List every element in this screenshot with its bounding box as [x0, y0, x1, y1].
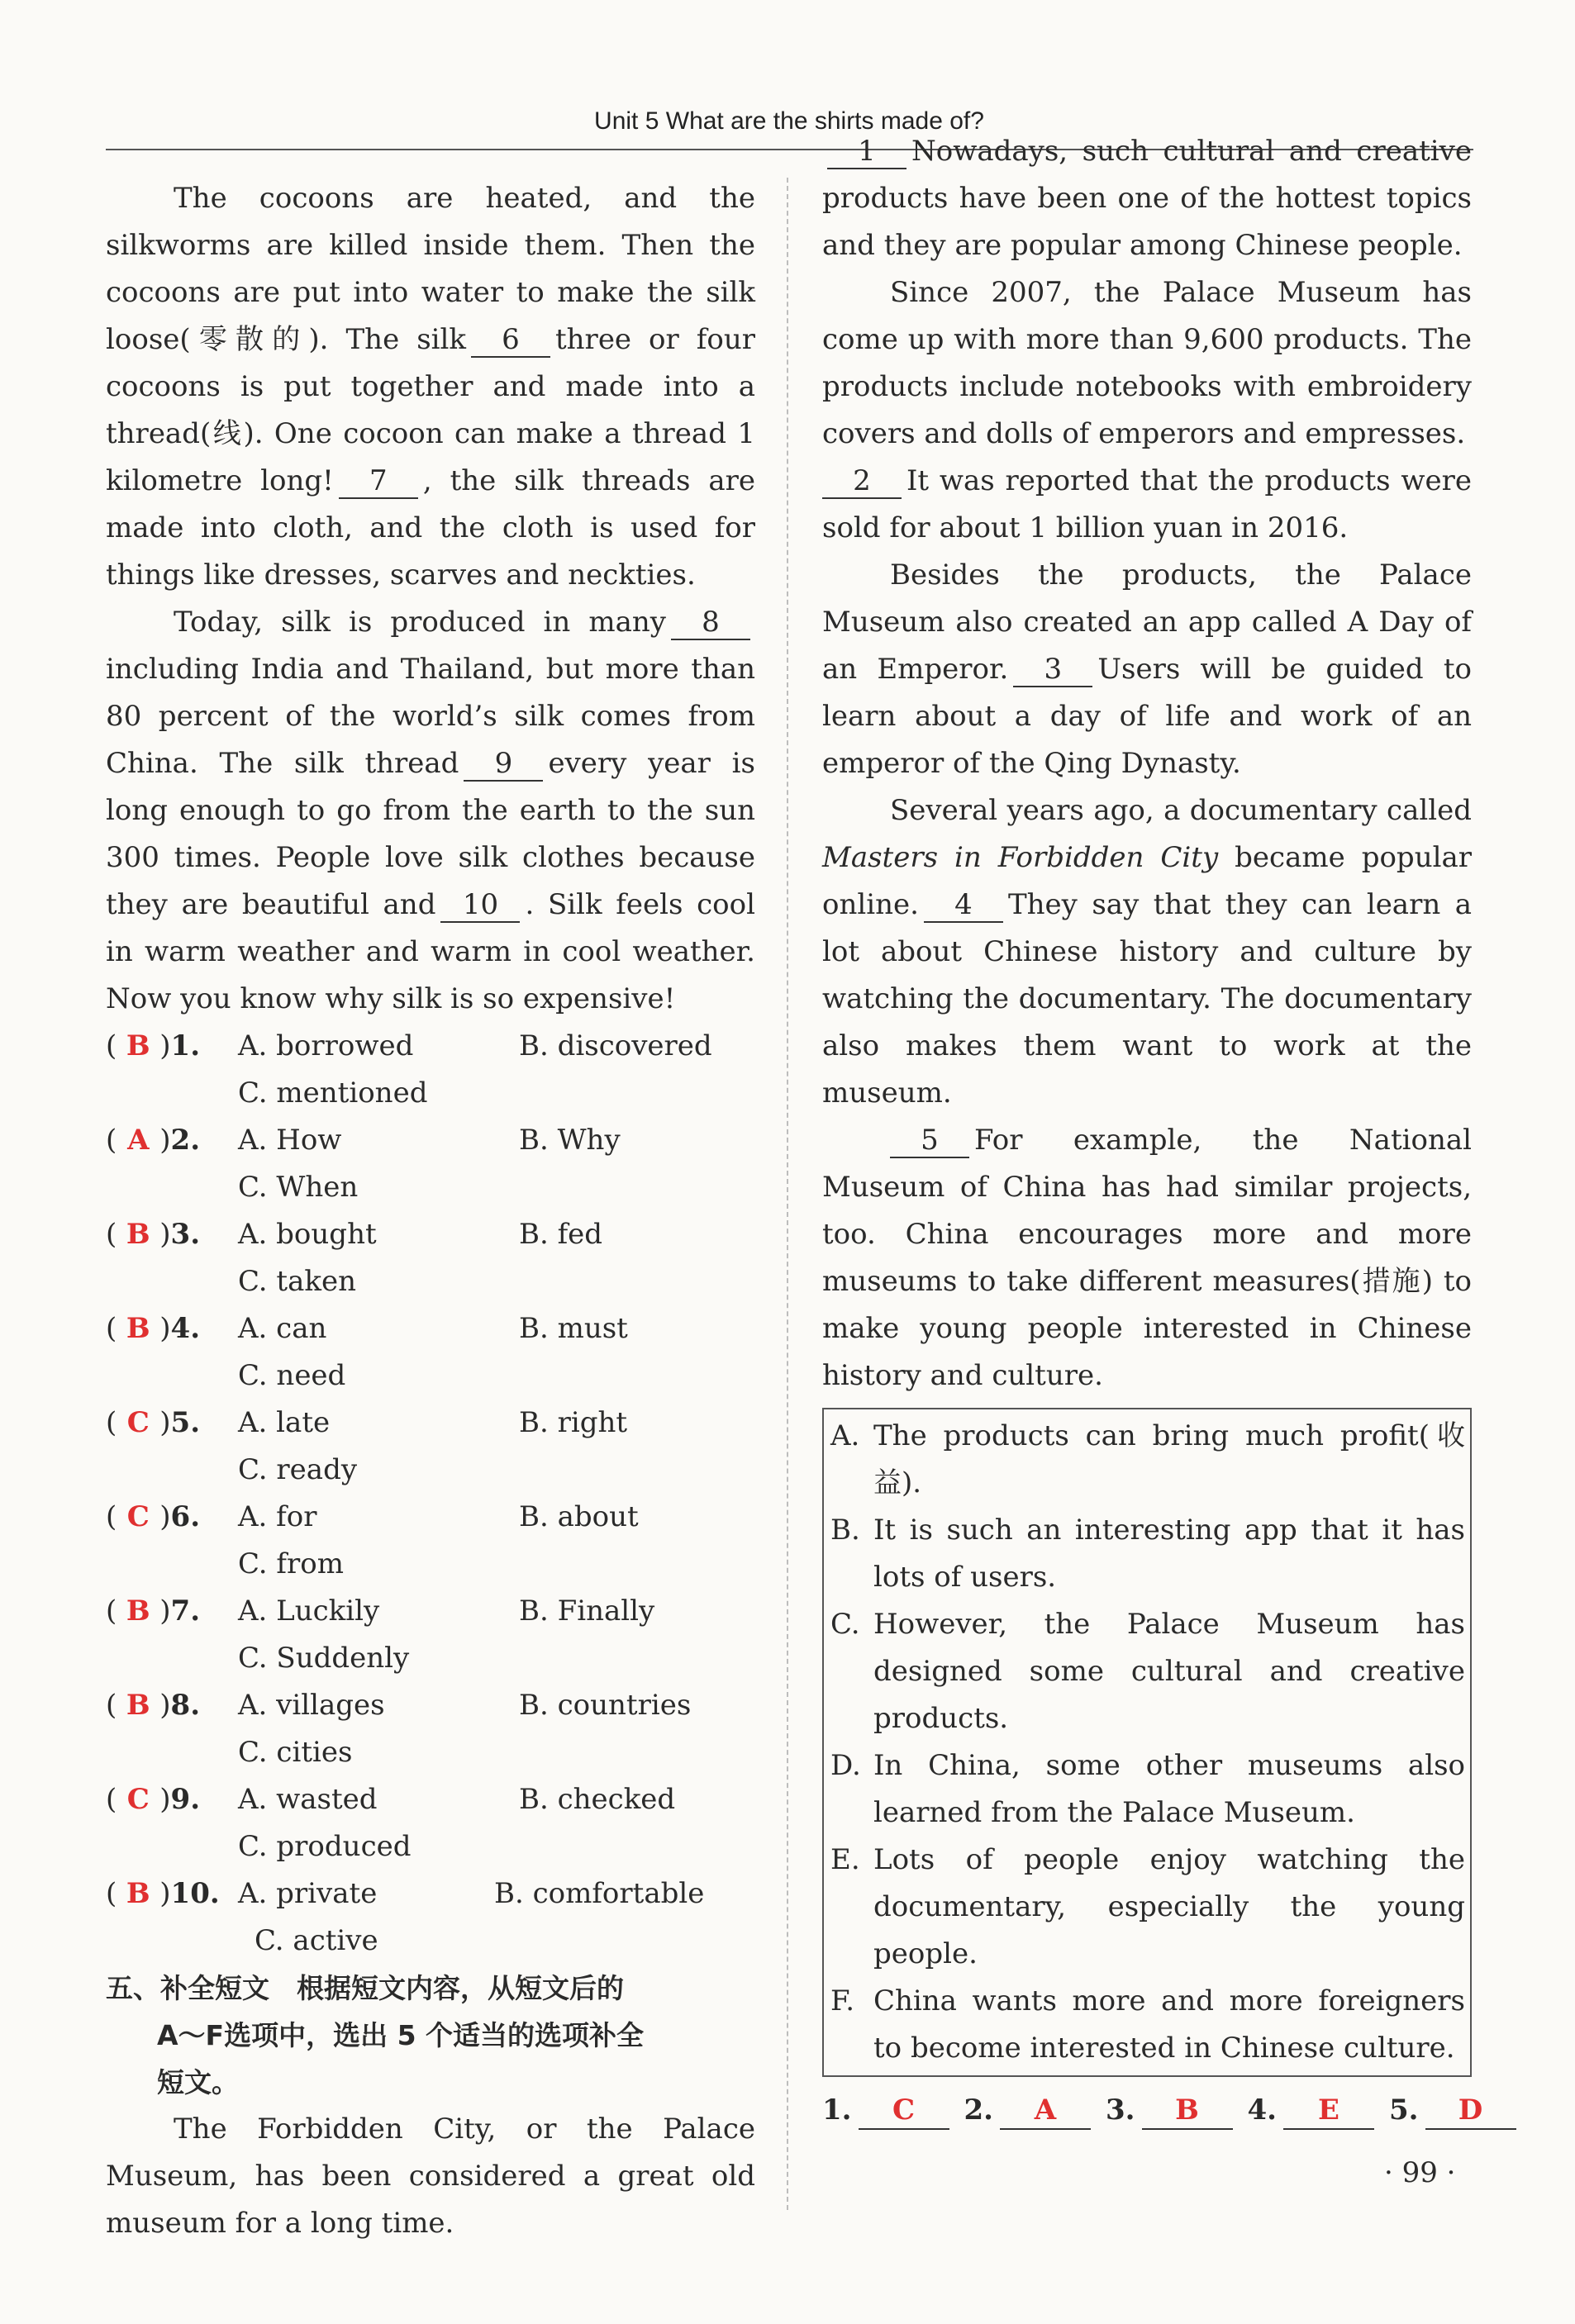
cloze-blank-8: 8 — [671, 606, 750, 640]
mcq-answer: B — [126, 1312, 150, 1345]
passage-text: three or four cocoons is put together and made into a thread(线). One cocoon can make a thread 1 kilometre long! — [106, 323, 755, 497]
option-b: B. checked — [519, 1783, 676, 1816]
section-title-line: A～F选项中，选出 5 个适当的选项补全 — [157, 2019, 645, 2051]
option-item — [830, 1837, 1465, 1978]
option-text: The products can bring much profit(收益). — [873, 1419, 1465, 1499]
passage-text: For example, the National Museum of China has had similar projects, too. China encourages more and more museums to take different measures(措施) to make young people interested in Chinese history and culture. — [822, 1124, 1472, 1392]
option-b: B. fed — [519, 1218, 603, 1251]
mcq-number: 8. — [170, 1689, 201, 1722]
mcq-answer: B — [126, 1877, 150, 1910]
right-column — [822, 135, 1483, 2134]
option-a: A. bought — [238, 1218, 377, 1251]
options-box — [822, 1408, 1472, 2077]
cloze-blank-6: 6 — [471, 323, 550, 358]
option-item — [830, 1601, 1465, 1742]
mcq-item-c: C. taken — [238, 1265, 356, 1298]
mcq-item: ( C ) 6. A. for B. about — [106, 1494, 755, 1541]
option-text: China wants more and more foreigners to become interested in Chinese culture. — [873, 1984, 1465, 2065]
option-b: B. right — [519, 1406, 628, 1439]
mcq-item: ( B ) 10. A. private B. comfortable — [106, 1870, 755, 1918]
answer-value: B — [1142, 2092, 1233, 2130]
option-a: A. borrowed — [238, 1029, 414, 1062]
mcq-item: ( B ) 1. A. borrowed B. discovered — [106, 1023, 755, 1070]
mcq-item: ( B ) 4. A. can B. must — [106, 1305, 755, 1352]
passage-text: Today, silk is produced in many — [174, 606, 666, 639]
mcq-item-c: C. produced — [238, 1830, 412, 1863]
gap-blank-2: 2 — [822, 464, 902, 499]
mcq-number: 4. — [170, 1312, 201, 1345]
option-a: A. private — [238, 1877, 378, 1910]
section-title-line: 短文。 — [157, 2066, 239, 2098]
mcq-number: 2. — [170, 1124, 201, 1157]
passage-text: The Forbidden City, or the Palace Museum, has been considered a great old museum for a long time. — [106, 2113, 755, 2240]
answer-number: 5. — [1389, 2094, 1419, 2127]
mcq-answer: C — [126, 1500, 150, 1533]
mcq-item-c: C. ready — [238, 1453, 358, 1486]
mcq-item: ( B ) 3. A. bought B. fed — [106, 1211, 755, 1258]
answer-value: D — [1425, 2092, 1516, 2130]
option-b: B. must — [519, 1312, 628, 1345]
mcq-list — [106, 1023, 755, 1965]
mcq-item: ( C ) 5. A. late B. right — [106, 1400, 755, 1447]
mcq-item-c: C. Suddenly — [238, 1642, 410, 1675]
mcq-item-c: C. cities — [238, 1736, 353, 1769]
answer-item — [964, 2087, 1092, 2134]
option-b: B. discovered — [519, 1029, 712, 1062]
option-text: It is such an interesting app that it has lots of users. — [873, 1514, 1465, 1594]
answer-item — [822, 2087, 949, 2134]
passage-paragraph — [106, 175, 755, 599]
option-letter: D. — [830, 1749, 861, 1782]
answer-number: 2. — [964, 2094, 993, 2127]
mcq-item: ( A ) 2. A. How B. Why — [106, 1117, 755, 1164]
option-b: B. comfortable — [494, 1877, 705, 1910]
passage-paragraph — [822, 787, 1472, 1117]
answer-value: C — [859, 2092, 949, 2130]
passage-text: , the silk threads are made into cloth, and the cloth is used for things like dresses, scarves and neckties. — [106, 464, 755, 592]
answer-number: 4. — [1247, 2094, 1277, 2127]
mcq-item-c: C. need — [238, 1359, 346, 1392]
mcq-item: ( B ) 7. A. Luckily B. Finally — [106, 1588, 755, 1635]
page-header: Unit 5 What are the shirts made of? — [594, 107, 984, 135]
passage-text: Several years ago, a documentary called — [890, 794, 1472, 827]
mcq-number: 5. — [170, 1406, 201, 1439]
option-b: B. countries — [519, 1689, 692, 1722]
passage-paragraph — [822, 1117, 1472, 1400]
documentary-title: Masters in Forbidden City — [822, 841, 1219, 874]
option-item — [830, 1978, 1465, 2072]
answer-number: 3. — [1106, 2094, 1135, 2127]
option-item — [830, 1742, 1465, 1837]
option-letter: B. — [830, 1514, 860, 1547]
gap-blank-3: 3 — [1013, 653, 1092, 687]
cloze-blank-9: 9 — [464, 747, 543, 782]
mcq-answer: B — [126, 1594, 150, 1628]
section-title — [106, 1965, 755, 2106]
passage-text: Since 2007, the Palace Museum has come up with more than 9,600 products. The products include notebooks with embroidery covers and dolls of emperors and empresses. — [822, 276, 1472, 450]
passage-text: Users will be guided to learn about a day of life and work of an emperor of the Qing Dynasty. — [822, 653, 1472, 780]
option-text: In China, some other museums also learned from the Palace Museum. — [873, 1749, 1465, 1829]
passage-paragraph — [106, 599, 755, 1023]
passage-paragraph — [822, 128, 1472, 269]
option-letter: A. — [830, 1419, 860, 1452]
option-text: However, the Palace Museum has designed some cultural and creative products. — [873, 1608, 1465, 1735]
option-item — [830, 1507, 1465, 1601]
answer-number: 1. — [822, 2094, 852, 2127]
passage-text: The cocoons are heated, and the silkworms are killed inside them. Then the cocoons are put into water to make the silk loose(零散的). The silk — [106, 182, 755, 356]
option-a: A. Luckily — [238, 1594, 380, 1628]
mcq-item-c: C. When — [238, 1171, 359, 1204]
gap-blank-1: 1 — [827, 135, 906, 169]
option-b: B. Why — [519, 1124, 621, 1157]
mcq-number: 9. — [170, 1783, 201, 1816]
mcq-item-c: C. mentioned — [238, 1076, 428, 1110]
passage-text: They say that they can learn a lot about Chinese history and culture by watching the documentary. The documentary also makes them want to work at the museum. — [822, 888, 1472, 1110]
option-letter: C. — [830, 1608, 860, 1641]
mcq-answer: B — [126, 1218, 150, 1251]
gap-blank-4: 4 — [924, 888, 1003, 923]
mcq-item: ( C ) 9. A. wasted B. checked — [106, 1776, 755, 1823]
passage-text: including India and Thailand, but more than 80 percent of the world’s silk comes from China. The silk thread — [106, 653, 755, 780]
mcq-number: 1. — [170, 1029, 201, 1062]
passage-text: Nowadays, such cultural and creative products have been one of the hottest topics and they are popular among Chinese people. — [822, 135, 1472, 262]
passage-paragraph — [106, 2106, 755, 2247]
mcq-number: 3. — [170, 1218, 201, 1251]
option-a: A. villages — [238, 1689, 385, 1722]
answer-item — [1389, 2087, 1516, 2134]
answer-item — [1248, 2087, 1375, 2134]
option-a: A. can — [238, 1312, 327, 1345]
option-item — [830, 1413, 1465, 1507]
column-divider — [787, 178, 788, 2210]
passage-text: every year is long enough to go from the earth to the sun 300 times. People love silk clothes because they are beautiful and — [106, 747, 755, 921]
mcq-number: 6. — [170, 1500, 201, 1533]
option-a: A. How — [238, 1124, 342, 1157]
mcq-item-c: C. from — [238, 1547, 344, 1580]
passage-text: It was reported that the products were sold for about 1 billion yuan in 2016. — [822, 464, 1472, 544]
cloze-blank-7: 7 — [339, 464, 418, 499]
answer-value: E — [1283, 2092, 1374, 2130]
passage-text: Besides the products, the Palace Museum also created an app called A Day of an Emperor. — [822, 558, 1472, 686]
answer-row — [822, 2087, 1483, 2134]
option-letter: F. — [830, 1984, 855, 2017]
mcq-answer: C — [126, 1406, 150, 1439]
mcq-number: 7. — [170, 1594, 201, 1628]
option-a: A. late — [238, 1406, 331, 1439]
mcq-answer: B — [126, 1029, 150, 1062]
option-text: Lots of people enjoy watching the documentary, especially the young people. — [873, 1843, 1465, 1970]
answer-value: A — [1000, 2092, 1091, 2130]
passage-text: became popular online. — [822, 841, 1472, 921]
cloze-blank-10: 10 — [440, 888, 520, 923]
section-title-line: 五、补全短文 根据短文内容，从短文后的 — [106, 1972, 624, 2004]
left-column — [106, 175, 755, 2247]
passage-paragraph — [822, 552, 1472, 787]
option-b: B. Finally — [519, 1594, 655, 1628]
answer-item — [1106, 2087, 1233, 2134]
mcq-item: ( B ) 8. A. villages B. countries — [106, 1682, 755, 1729]
option-a: A. for — [238, 1500, 317, 1533]
mcq-number: 10. — [170, 1877, 220, 1910]
mcq-answer: B — [126, 1689, 150, 1722]
option-b: B. about — [519, 1500, 639, 1533]
passage-paragraph — [822, 458, 1472, 552]
mcq-answer: C — [126, 1783, 150, 1816]
passage-text: . Silk feels cool in warm weather and warm in cool weather. Now you know why silk is so expensive! — [106, 888, 755, 1015]
passage-paragraph — [822, 269, 1472, 458]
option-letter: E. — [830, 1843, 860, 1876]
gap-blank-5: 5 — [890, 1124, 969, 1158]
mcq-answer: A — [127, 1124, 150, 1157]
page-number: · 99 · — [1384, 2156, 1456, 2189]
mcq-item-c: C. active — [255, 1924, 378, 1957]
option-a: A. wasted — [238, 1783, 378, 1816]
